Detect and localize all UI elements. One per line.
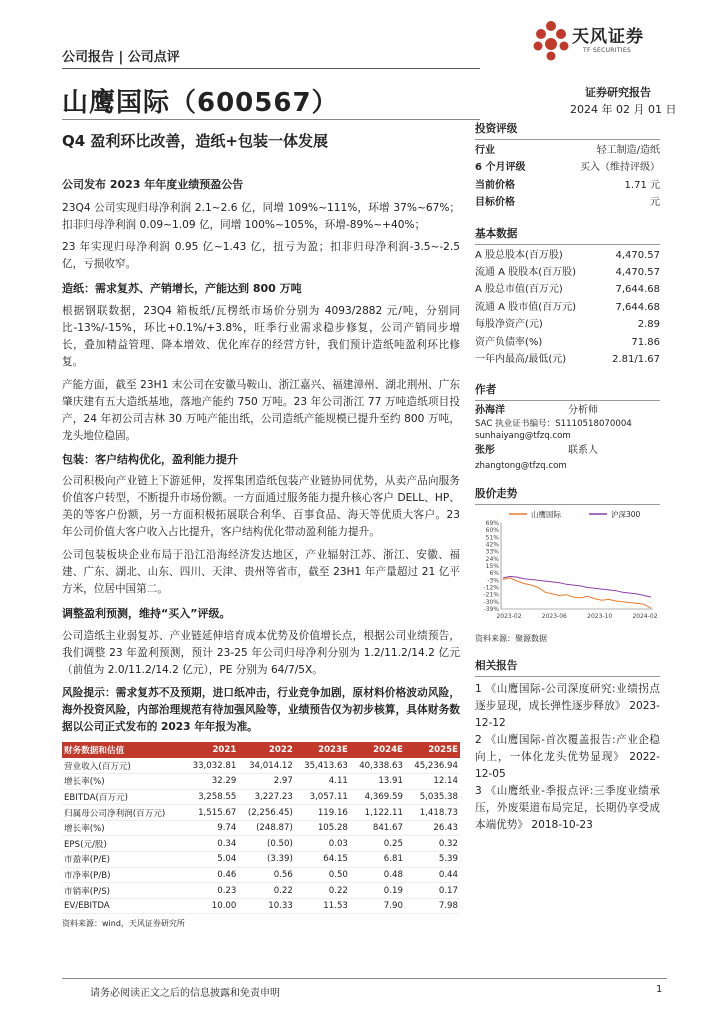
kv-row	[475, 264, 660, 281]
y-tick-label: 24%	[485, 555, 499, 563]
footer-disclaimer: 请务必阅读正文之后的信息披露和免责申明	[90, 988, 280, 999]
table-cell: 35,413.63	[295, 758, 350, 774]
table-cell: EBITDA(百万元)	[62, 789, 183, 805]
y-tick-label: 60%	[485, 527, 499, 535]
kv-value: 买入（维持评级）	[580, 162, 660, 174]
table-cell: 33,032.81	[183, 758, 238, 774]
table-cell: 0.19	[350, 883, 405, 899]
related-report[interactable]: 1 《山鹰国际-公司深度研究:业绩拐点逐步显现，成长弹性逐步释放》 2023-12-12	[475, 682, 660, 729]
table-cell: 64.15	[295, 852, 350, 868]
kv-value: 元	[650, 197, 660, 209]
table-cell: 0.17	[405, 883, 460, 899]
sidebar-heading: 作者	[475, 384, 497, 397]
author-name: 孙海洋	[475, 405, 505, 417]
risk-warning: 风险提示：需求复苏不及预期，进口纸冲击，行业竞争加剧，原材料价格波动风险，海外投资风险，内部治理规范有待加强风险等，业绩预告仅为初步核算，具体财务数据以公司正式发布的 2023 年年报为准。	[62, 687, 460, 733]
table-cell: 市净率(P/B)	[62, 867, 183, 883]
related-report[interactable]: 3 《山鹰纸业-季报点评:三季度业绩承压，外废渠道布局完足，长期仍享受成本端优势》 2018-10-23	[475, 784, 660, 831]
sidebar-heading: 相关报告	[475, 659, 518, 672]
kv-label: 每股净资产(元)	[475, 319, 543, 331]
kv-label: A 股总股本(百万股)	[475, 249, 563, 261]
table-row	[62, 836, 460, 852]
company-title: 山鹰国际（600567）	[62, 88, 339, 118]
kv-row	[475, 194, 660, 211]
table-cell: 2.97	[238, 774, 294, 790]
kv-value: 7,644.68	[615, 284, 660, 296]
table-header-cell: 2023E	[295, 742, 350, 758]
y-tick-label: 69%	[485, 519, 499, 527]
kv-value: 7,644.68	[615, 301, 660, 313]
table-cell: 0.22	[295, 883, 350, 899]
chart-source: 资料来源：聚源数据	[475, 633, 547, 643]
kv-label: A 股总市值(百万元)	[475, 284, 563, 296]
footer-divider	[62, 978, 667, 979]
page-number: 1	[656, 984, 663, 995]
table-cell: EV/EBITDA	[62, 898, 183, 914]
kv-row	[475, 299, 660, 316]
table-header-cell: 2022	[238, 742, 294, 758]
table-cell: 0.23	[183, 883, 238, 899]
table-row	[62, 867, 460, 883]
table-cell: 1,418.73	[405, 805, 460, 821]
table-cell: 11.53	[295, 898, 350, 914]
table-cell: 9.74	[183, 820, 238, 836]
table-cell: 4,369.59	[350, 789, 405, 805]
y-tick-label: 6%	[489, 570, 499, 578]
sidebar-divider	[475, 244, 660, 245]
sidebar-divider	[475, 400, 660, 401]
y-tick-label: 51%	[485, 534, 499, 542]
sidebar-divider	[475, 676, 660, 677]
tf-logo-icon	[530, 18, 572, 62]
table-cell: 5.04	[183, 852, 238, 868]
table-cell: 市盈率(P/E)	[62, 852, 183, 868]
table-cell: 7.98	[405, 898, 460, 914]
table-source: 资料来源：wind，天风证券研究所	[62, 919, 185, 929]
author-role: 联系人	[568, 444, 598, 456]
logo-text: 天风证券	[572, 27, 644, 47]
y-tick-label: -3%	[487, 577, 499, 585]
table-cell: 归属母公司净利润(百万元)	[62, 805, 183, 821]
related-report[interactable]: 2 《山鹰国际-首次覆盖报告:产业企稳向上，一体化龙头优势显现》 2022-12-05	[475, 733, 660, 780]
kv-value: 2.81/1.67	[612, 354, 660, 366]
table-cell: 0.34	[183, 836, 238, 852]
table-row	[62, 805, 460, 821]
y-tick-label: 15%	[485, 562, 499, 570]
table-cell: 26.43	[405, 820, 460, 836]
stock-price-chart	[475, 507, 660, 627]
table-header-row	[62, 742, 460, 758]
table-cell: 0.48	[350, 867, 405, 883]
related-reports-list	[475, 681, 660, 834]
table-header-cell: 2025E	[405, 742, 460, 758]
kv-value: 2.89	[637, 319, 660, 331]
kv-label: 一年内最高/最低(元)	[475, 354, 567, 366]
author-email[interactable]: sunhaiyang@tfzq.com	[475, 431, 571, 442]
rating-list	[475, 142, 660, 212]
table-cell: 0.03	[295, 836, 350, 852]
report-category: 证券研究报告	[585, 86, 651, 99]
kv-row	[475, 159, 660, 176]
kv-label: 目标价格	[475, 197, 515, 209]
paragraph: 公司积极向产业链上下游延伸，发挥集团造纸包装产业链协同优势，从卖产品向服务价值客户转型，不断提升市场份额。一方面通过服务能力提升核心客户 DELL、HP、美的等客户份额，另一方面积极拓展联合利华、百事食品、海天等优质大客户。23 年公司价值大客户收入占比提升，客户结构优化带动盈利能力提升。	[62, 475, 460, 538]
x-tick-label: 2023-06	[541, 612, 567, 620]
kv-row	[475, 351, 660, 368]
kv-label: 行业	[475, 145, 495, 156]
section-title: 包装：客户结构优化，盈利能力提升	[62, 453, 238, 466]
table-cell: 增长率(%)	[62, 774, 183, 790]
table-cell: 0.46	[183, 867, 238, 883]
table-cell: 3,227.23	[238, 789, 294, 805]
table-row	[62, 820, 460, 836]
table-cell: 0.32	[405, 836, 460, 852]
header-divider	[62, 68, 480, 69]
table-row	[62, 774, 460, 790]
section-title: 调整盈利预测，维持“买入”评级。	[62, 607, 231, 620]
table-row	[62, 883, 460, 899]
author-cert: SAC 执业证书编号：S1110518070004	[475, 418, 632, 429]
author-name: 张彤	[475, 444, 495, 456]
table-cell: 10.00	[183, 898, 238, 914]
report-type-label: 公司报告 | 公司点评	[62, 50, 180, 65]
author-role: 分析师	[568, 405, 598, 417]
title-divider	[62, 119, 480, 120]
table-cell: 3,258.55	[183, 789, 238, 805]
table-cell: 营业收入(百万元)	[62, 758, 183, 774]
section-title: 公司发布 2023 年年度业绩预盈公告	[62, 178, 244, 191]
table-cell: 0.50	[295, 867, 350, 883]
sidebar	[475, 121, 660, 834]
table-header-cell: 财务数据和估值	[62, 742, 183, 758]
kv-row	[475, 316, 660, 333]
table-cell: 13.91	[350, 774, 405, 790]
y-tick-label: -30%	[483, 598, 499, 606]
table-cell: 40,338.63	[350, 758, 405, 774]
table-cell: 0.22	[238, 883, 294, 899]
report-date: 2024 年 02 月 01 日	[570, 103, 677, 116]
kv-row	[475, 334, 660, 351]
table-cell: 增长率(%)	[62, 820, 183, 836]
table-cell: (248.87)	[238, 820, 294, 836]
sidebar-heading: 基本数据	[475, 227, 518, 240]
sidebar-divider	[475, 504, 660, 505]
table-cell: 6.81	[350, 852, 405, 868]
section-title: 造纸：需求复苏、产销增长，产能达到 800 万吨	[62, 282, 302, 295]
logo-text-en: TF SECURITIES	[583, 47, 632, 54]
kv-row	[475, 142, 660, 159]
kv-row	[475, 177, 660, 194]
table-cell: 34,014.12	[238, 758, 294, 774]
financial-table	[62, 742, 460, 914]
author-block	[475, 405, 660, 473]
y-tick-label: -39%	[483, 605, 499, 613]
table-row	[62, 758, 460, 774]
table-row	[62, 852, 460, 868]
kv-value: 4,470.57	[615, 249, 660, 261]
table-cell: 45,236.94	[405, 758, 460, 774]
table-cell: 0.44	[405, 867, 460, 883]
kv-label: 流通 A 股股本(百万股)	[475, 267, 577, 279]
author-email[interactable]: zhangtong@tfzq.com	[475, 461, 567, 472]
kv-label: 当前价格	[475, 179, 515, 191]
table-cell: (3.39)	[238, 852, 294, 868]
table-header-cell: 2024E	[350, 742, 405, 758]
x-tick-label: 2023-10	[587, 612, 613, 620]
kv-value: 1.71 元	[624, 179, 660, 191]
x-tick-label: 2024-02	[632, 612, 658, 620]
table-cell: EPS(元/股)	[62, 836, 183, 852]
x-tick-label: 2023-02	[496, 612, 522, 620]
legend-label: 山鹰国际	[531, 509, 561, 519]
table-cell: 4.11	[295, 774, 350, 790]
basic-data-list	[475, 247, 660, 369]
table-cell: 0.25	[350, 836, 405, 852]
y-tick-label: 33%	[485, 548, 499, 556]
table-cell: 32.29	[183, 774, 238, 790]
kv-value: 轻工制造/造纸	[596, 145, 660, 156]
main-column	[62, 176, 460, 929]
legend-label: 沪深300	[611, 509, 641, 519]
table-row	[62, 898, 460, 914]
paragraph: 23Q4 公司实现归母净利润 2.1~2.6 亿，同增 109%~111%，环增 37%~67%；扣非归母净利润 0.09~1.09 亿，同增 100%~105%，环增-89%~+40%；	[62, 202, 460, 231]
table-cell: 5,035.38	[405, 789, 460, 805]
table-cell: 105.28	[295, 820, 350, 836]
kv-value: 71.86	[631, 336, 660, 348]
table-row	[62, 789, 460, 805]
table-cell: 市销率(P/S)	[62, 883, 183, 899]
headline: Q4 盈利环比改善，造纸+包装一体发展	[62, 132, 328, 150]
kv-label: 6 个月评级	[475, 162, 526, 174]
y-tick-label: -12%	[483, 584, 499, 592]
y-tick-label: 42%	[485, 541, 499, 549]
table-cell: 10.33	[238, 898, 294, 914]
table-cell: 119.16	[295, 805, 350, 821]
table-cell: 0.56	[238, 867, 294, 883]
table-cell: 841.67	[350, 820, 405, 836]
table-cell: 1,122.11	[350, 805, 405, 821]
table-cell: (0.50)	[238, 836, 294, 852]
table-cell: 5.39	[405, 852, 460, 868]
kv-label: 流通 A 股市值(百万元)	[475, 301, 577, 313]
series-line-hs300	[503, 576, 651, 597]
kv-label: 资产负债率(%)	[475, 336, 543, 348]
kv-value: 4,470.57	[615, 267, 660, 279]
y-tick-label: -21%	[483, 591, 499, 599]
table-cell: 7.90	[350, 898, 405, 914]
sidebar-heading: 股价走势	[475, 487, 518, 500]
paragraph: 产能方面，截至 23H1 末公司在安徽马鞍山、浙江嘉兴、福建漳州、湖北荆州、广东肇庆建有五大造纸基地，落地产能约 750 万吨。23 年公司浙江 77 万吨造纸项目投产，24 年初公司吉林 30 万吨产能出纸，公司造纸产能规模已提升至约 800 万吨，龙头地位稳固。	[62, 379, 460, 442]
financial-table-body	[62, 758, 460, 914]
kv-row	[475, 281, 660, 298]
table-cell: 12.14	[405, 774, 460, 790]
paragraph: 根据钢联数据，23Q4 箱板纸/瓦楞纸市场价分别为 4093/2882 元/吨，分别同比-13%/-15%，环比+0.1%/+3.8%，旺季行业需求稳步修复，公司产销同步增长，叠加精益管理、降本增效、优化库存的经营方针，我们预计造纸吨盈利环比修复。	[62, 305, 460, 368]
sidebar-divider	[475, 139, 660, 140]
kv-row	[475, 247, 660, 264]
table-cell: (2,256.45)	[238, 805, 294, 821]
paragraph: 公司包装板块企业布局于沿江沿海经济发达地区，产业辐射江苏、浙江、安徽、福建、广东、湖北、山东、四川、天津、贵州等省市，截至 23H1 年产量超过 21 亿平方米，位居中国第二。	[62, 549, 460, 595]
sidebar-heading: 投资评级	[475, 123, 518, 135]
table-cell: 1,515.67	[183, 805, 238, 821]
paragraph: 23 年实现归母净利润 0.95 亿~1.43 亿，扭亏为盈；扣非归母净利润-3.5~-2.5 亿，亏损收窄。	[62, 241, 460, 270]
table-cell: 3,057.11	[295, 789, 350, 805]
paragraph: 公司造纸主业弱复苏、产业链延伸培育成本优势及价值增长点，根据公司业绩预告，我们调整 23 年盈利预测，预计 23-25 年公司归母净利分别为 1.2/11.2/14.2 亿元（前值为 2.0/11.2/14.2 亿元），PE 分别为 64/7/5X。	[62, 630, 460, 676]
table-header-cell: 2021	[183, 742, 238, 758]
